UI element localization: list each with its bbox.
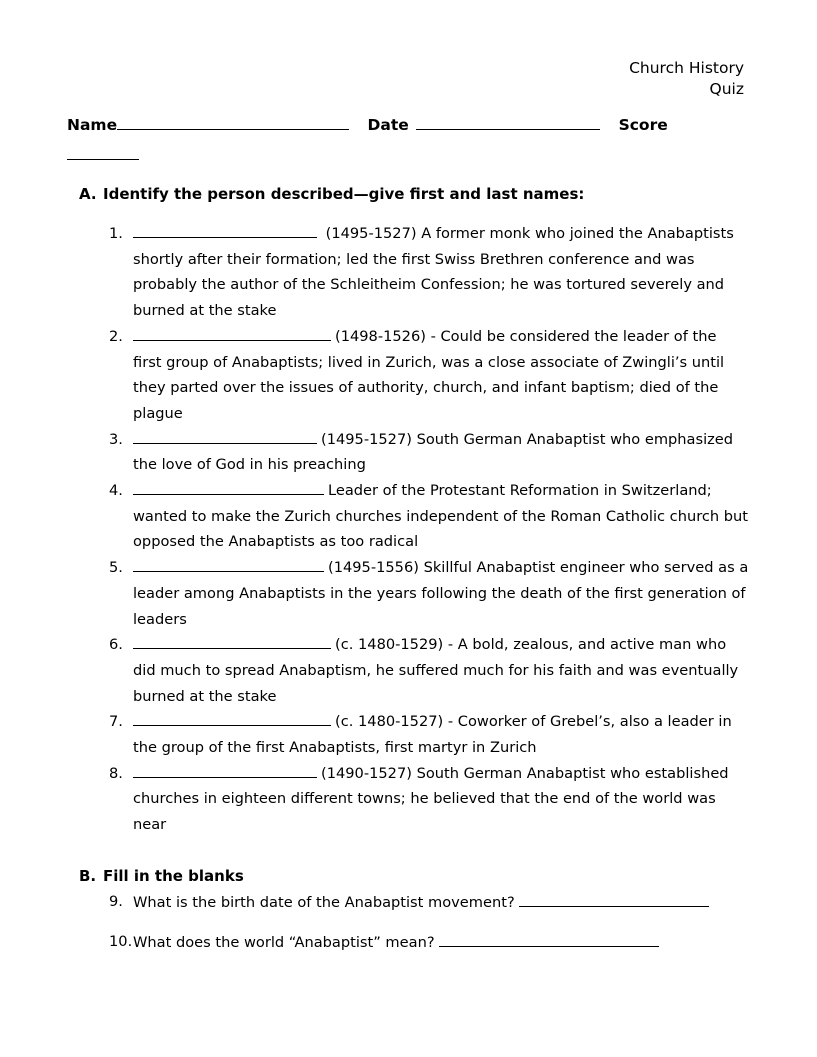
- question-10: [109, 932, 749, 953]
- answer-blank[interactable]: [133, 326, 331, 341]
- quiz-title: [629, 58, 744, 99]
- question-5: [109, 555, 749, 632]
- section-a-title: Identify the person described—give first and last names:: [103, 185, 585, 203]
- question-number: 1.: [109, 225, 123, 242]
- question-text: (c. 1480-1529) - A bold, zealous, and active man who did much to spread Anabaptism, he suffered much for his faith and was eventually burned at the stake: [133, 636, 739, 705]
- question-text: (1498-1526) - Could be considered the leader of the first group of Anabaptists; lived in Zurich, was a close associate of Zwingli’s until they parted over the issues of authority, church, and infant baptism; died of the plague: [133, 327, 725, 422]
- answer-blank[interactable]: [133, 634, 331, 649]
- name-label: Name: [67, 116, 118, 134]
- question-4: [109, 478, 749, 555]
- question-number: 4.: [109, 482, 123, 500]
- score-label: Score: [618, 116, 668, 134]
- question-text: (1495-1556) Skillful Anabaptist engineer who served as a leader among Anabaptists in the years following the death of the first generation of leaders: [133, 559, 749, 628]
- answer-blank[interactable]: [439, 932, 659, 947]
- question-7: [109, 709, 749, 760]
- question-text: (1495-1527) A former monk who joined the Anabaptists shortly after their formation; led the first Swiss Brethren conference and was probably the author of the Schleitheim Confession; he was tortured severely and burned at the stake: [133, 225, 734, 320]
- section-b-questions: [109, 892, 749, 972]
- question-6: [109, 632, 749, 709]
- answer-blank[interactable]: [133, 223, 317, 238]
- question-number: 5.: [109, 559, 123, 577]
- answer-blank[interactable]: [519, 892, 709, 907]
- question-number: 9.: [109, 893, 123, 910]
- answer-blank[interactable]: [133, 480, 324, 495]
- answer-blank[interactable]: [133, 763, 317, 778]
- section-b-heading: [79, 866, 244, 886]
- score-blank[interactable]: [67, 159, 139, 160]
- section-a-questions: [109, 221, 749, 838]
- question-3: [109, 427, 749, 478]
- student-info-row: [67, 114, 757, 135]
- question-9: [109, 892, 749, 913]
- question-number: 6.: [109, 636, 123, 654]
- question-number: 10.: [109, 933, 133, 950]
- answer-blank[interactable]: [133, 429, 317, 444]
- date-label: Date: [367, 116, 409, 134]
- section-a-letter: A.: [79, 185, 97, 203]
- question-text: (1495-1527) South German Anabaptist who emphasized the love of God in his preaching: [133, 430, 734, 474]
- question-text: (1490-1527) South German Anabaptist who established churches in eighteen different towns; he believed that the end of the world was near: [133, 764, 729, 834]
- question-number: 7.: [109, 713, 123, 731]
- section-a-heading: [79, 184, 584, 204]
- title-line-2: Quiz: [709, 79, 744, 98]
- question-text: Leader of the Protestant Reformation in Switzerland; wanted to make the Zurich churches independent of the Roman Catholic church but opposed the Anabaptists as too radical: [133, 482, 749, 551]
- section-b-title: Fill in the blanks: [103, 867, 244, 885]
- date-blank[interactable]: [416, 114, 600, 130]
- question-text: What is the birth date of the Anabaptist movement?: [133, 894, 515, 911]
- question-1: [109, 221, 749, 324]
- answer-blank[interactable]: [133, 557, 324, 572]
- question-8: [109, 761, 749, 838]
- question-text: What does the world “Anabaptist” mean?: [133, 934, 435, 951]
- question-2: [109, 324, 749, 427]
- section-b-letter: B.: [79, 867, 97, 885]
- question-number: 2.: [109, 327, 123, 345]
- name-blank[interactable]: [117, 114, 349, 130]
- title-line-1: Church History: [629, 59, 744, 77]
- question-number: 3.: [109, 430, 123, 448]
- question-number: 8.: [109, 764, 123, 782]
- question-text: (c. 1480-1527) - Coworker of Grebel’s, also a leader in the group of the first Anabaptists, first martyr in Zurich: [133, 713, 732, 757]
- answer-blank[interactable]: [133, 711, 331, 726]
